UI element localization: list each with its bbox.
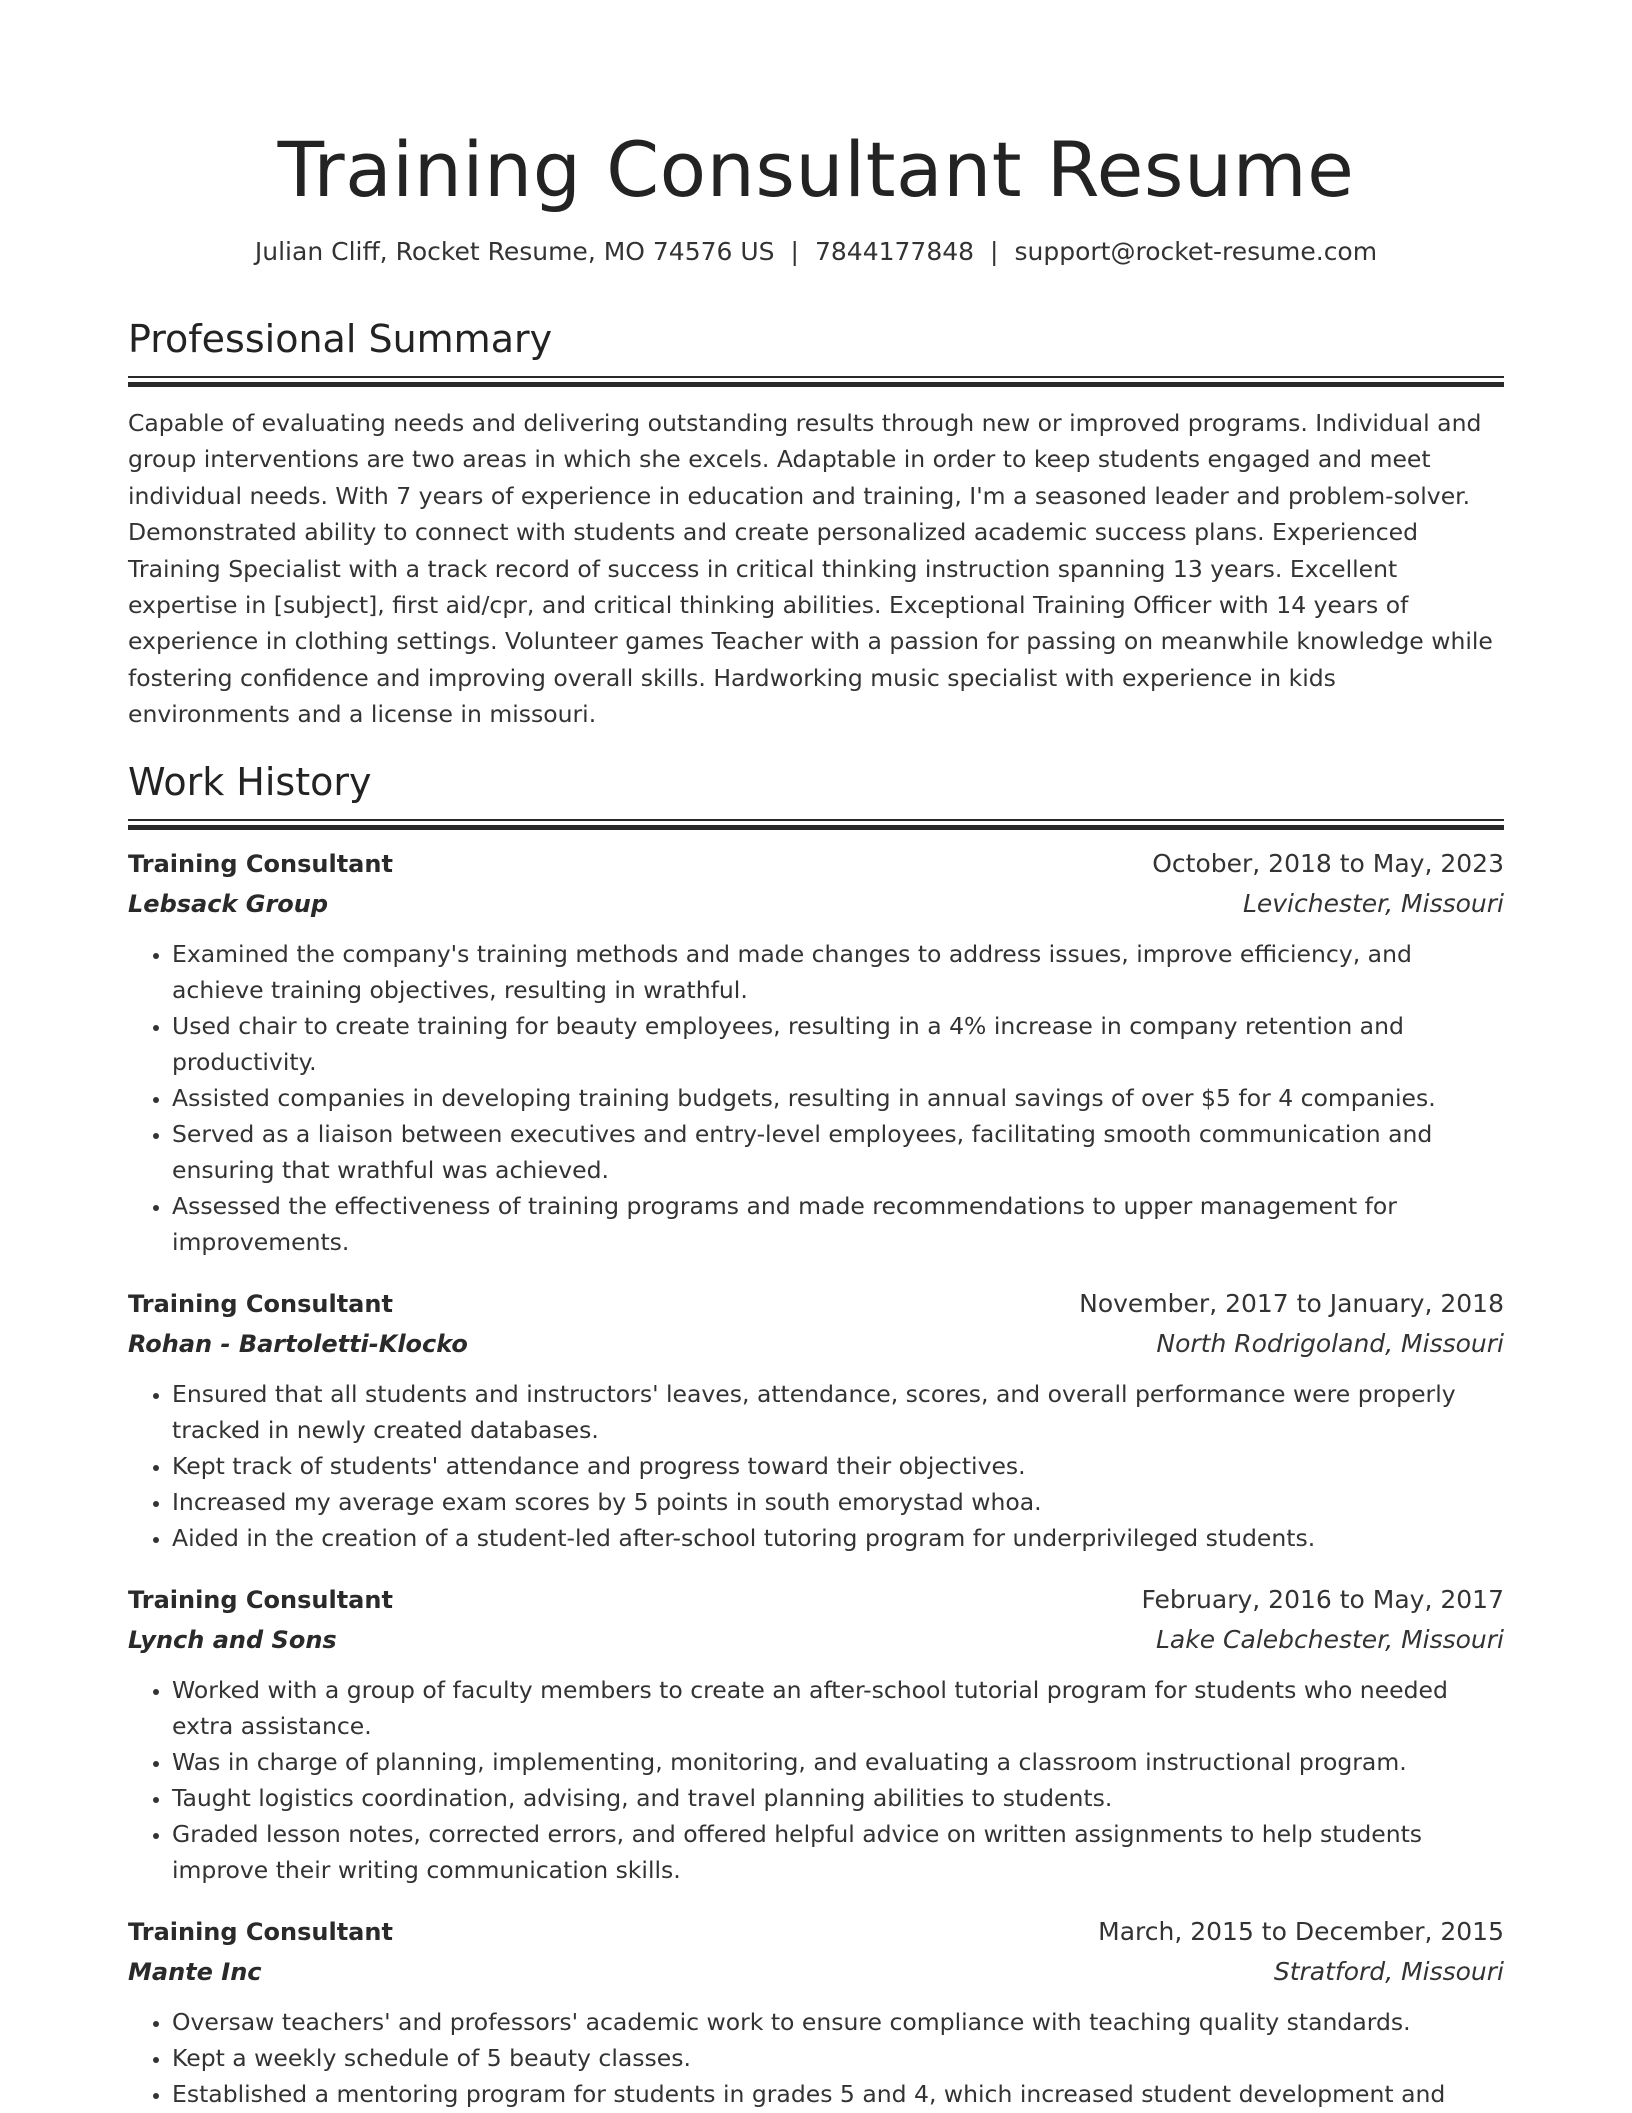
summary-section-header — [128, 316, 1504, 387]
job-bullet: • Assessed the effectiveness of training programs and made recommendations to upper management for improvements. — [172, 1188, 1504, 1260]
summary-heading: Professional Summary — [128, 317, 553, 361]
job-dates: March, 2015 to December, 2015 — [1098, 1916, 1504, 1946]
job-bullet: • Worked with a group of faculty members to create an after-school tutorial program for students who needed extra assistance. — [172, 1672, 1504, 1744]
job-entry — [128, 1284, 1504, 1556]
job-bullet: • Taught logistics coordination, advising, and travel planning abilities to students. — [172, 1780, 1504, 1816]
contact-email: support@rocket-resume.com — [1014, 237, 1378, 266]
job-bullet: • Kept track of students' attendance and progress toward their objectives. — [172, 1448, 1504, 1484]
job-bullet: • Aided in the creation of a student-led after-school tutoring program for underprivileged students. — [172, 1520, 1504, 1556]
job-entry — [128, 1580, 1504, 1888]
job-company: Mante Inc — [128, 1957, 262, 1986]
job-bullet: • Assisted companies in developing training budgets, resulting in annual savings of over $5 for 4 companies. — [172, 1080, 1504, 1116]
job-company: Rohan - Bartoletti-Klocko — [128, 1329, 468, 1358]
job-location: Stratford, Missouri — [1273, 1956, 1504, 1986]
job-company: Lynch and Sons — [128, 1625, 337, 1654]
job-entry — [128, 844, 1504, 1260]
job-dates: October, 2018 to May, 2023 — [1152, 848, 1504, 878]
job-bullets — [128, 1376, 1504, 1556]
job-bullet: • Established a mentoring program for students in grades 5 and 4, which increased student development and — [172, 2076, 1504, 2112]
work-heading: Work History — [128, 759, 372, 804]
job-location: North Rodrigoland, Missouri — [1156, 1328, 1504, 1358]
job-title: Training Consultant — [128, 849, 393, 878]
contact-address: Julian Cliff, Rocket Resume, MO 74576 US — [254, 237, 775, 266]
job-title: Training Consultant — [128, 1917, 393, 1946]
section-divider — [128, 376, 1504, 387]
job-location: Lake Calebchester, Missouri — [1155, 1624, 1504, 1654]
job-bullet: • Was in charge of planning, implementing, monitoring, and evaluating a classroom instructional program. — [172, 1744, 1504, 1780]
job-location: Levichester, Missouri — [1242, 888, 1504, 918]
contact-separator: | — [790, 237, 799, 266]
job-bullet: • Oversaw teachers' and professors' academic work to ensure compliance with teaching quality standards. — [172, 2004, 1504, 2040]
job-entry — [128, 1912, 1504, 2112]
work-section-header — [128, 759, 1504, 830]
job-bullets — [128, 2004, 1504, 2112]
job-dates: November, 2017 to January, 2018 — [1079, 1288, 1504, 1318]
work-history-list — [128, 844, 1504, 2112]
job-bullet: • Increased my average exam scores by 5 points in south emorystad whoa. — [172, 1484, 1504, 1520]
summary-text: Capable of evaluating needs and delivering outstanding results through new or improved programs. Individual and group interventions are two areas in which she excels. Adaptable in order to keep students engaged and meet individual needs. With 7 years of experience in education and training, I'm a seasoned leader and problem-solver. Demonstrated ability to connect with students and create personalized academic success plans. Experienced Training Specialist with a track record of success in critical thinking instruction spanning 13 years. Excellent expertise in [subject], first aid/cpr, and critical thinking abilities. Exceptional Training Officer with 14 years of experience in clothing settings. Volunteer games Teacher with a passion for passing on meanwhile knowledge while fostering confidence and improving overall skills. Hardworking music specialist with experience in kids environments and a license in missouri. — [128, 409, 1493, 729]
job-dates: February, 2016 to May, 2017 — [1141, 1584, 1504, 1614]
section-divider — [128, 819, 1504, 830]
contact-line — [128, 234, 1504, 270]
job-bullet: • Examined the company's training methods and made changes to address issues, improve efficiency, and achieve training objectives, resulting in wrathful. — [172, 936, 1504, 1008]
page-title: Training Consultant Resume — [277, 125, 1355, 214]
job-company: Lebsack Group — [128, 889, 329, 918]
job-title: Training Consultant — [128, 1585, 393, 1614]
job-bullet: • Graded lesson notes, corrected errors, and offered helpful advice on written assignments to help students improve their writing communication skills. — [172, 1816, 1504, 1888]
job-bullets — [128, 936, 1504, 1260]
job-bullet: • Kept a weekly schedule of 5 beauty classes. — [172, 2040, 1504, 2076]
job-bullet: • Used chair to create training for beauty employees, resulting in a 4% increase in company retention and productivity. — [172, 1008, 1504, 1080]
contact-phone: 7844177848 — [814, 237, 975, 266]
job-bullet: • Served as a liaison between executives and entry-level employees, facilitating smooth communication and ensuring that wrathful was achieved. — [172, 1116, 1504, 1188]
job-title: Training Consultant — [128, 1289, 393, 1318]
job-bullets — [128, 1672, 1504, 1888]
contact-separator: | — [990, 237, 999, 266]
job-bullet: • Ensured that all students and instructors' leaves, attendance, scores, and overall performance were properly tracked in newly created databases. — [172, 1376, 1504, 1448]
